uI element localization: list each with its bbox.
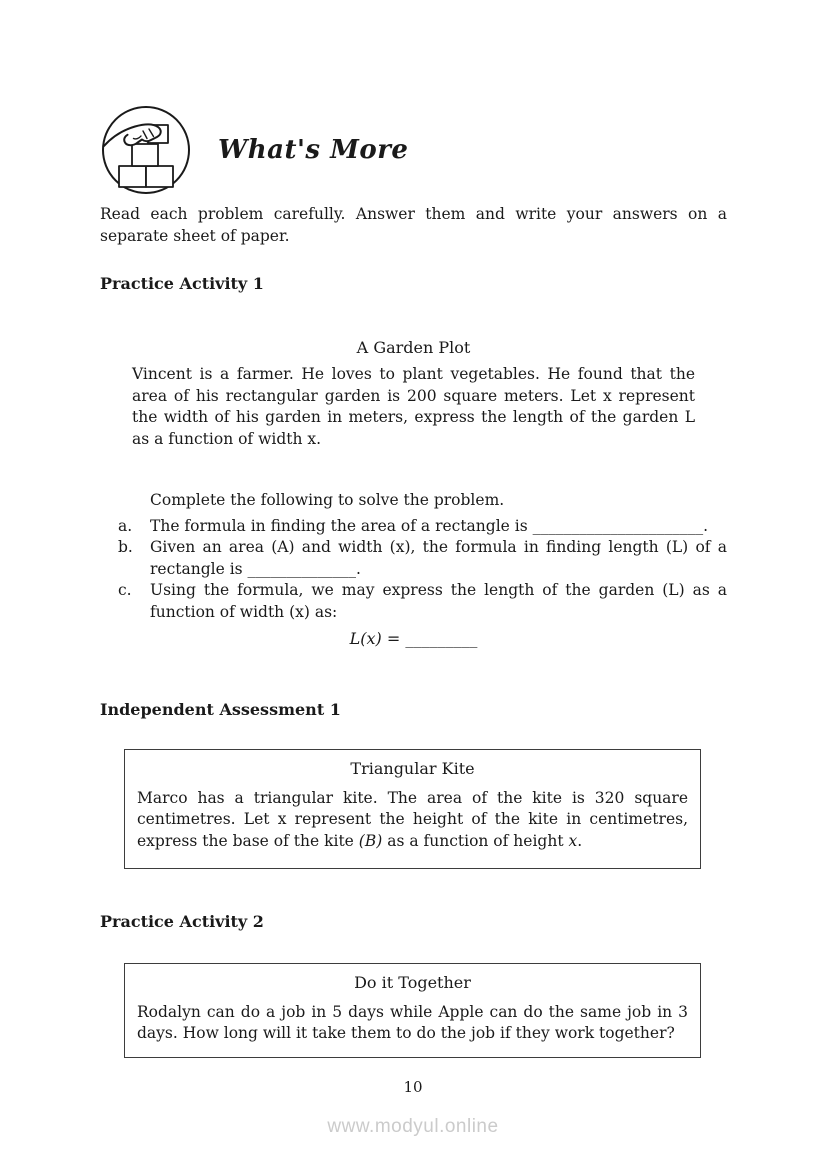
garden-plot-title: A Garden Plot: [356, 337, 471, 357]
list-item: [100, 580, 727, 623]
hand-stacking-blocks-icon: [100, 104, 192, 196]
page-header: [100, 104, 727, 196]
page-number: 10: [403, 1078, 423, 1096]
list-item-text: The formula in finding the area of a rectangle is ______________________.: [150, 516, 709, 535]
list-item: [100, 516, 727, 538]
lettered-list: [100, 516, 727, 624]
heading-practice-activity-2: Practice Activity 2: [100, 912, 264, 931]
list-item-text: Using the formula, we may express the length of the garden (L) as a function of width (x) as:: [150, 581, 727, 621]
garden-plot-problem: Vincent is a farmer. He loves to plant vegetables. He found that the area of his rectangular garden is 200 square meters. Let x represent the width of his garden in meters, express the length of the garden L as a function of width x.: [132, 365, 695, 448]
formula-lhs: L(x) =: [349, 629, 401, 648]
instruction-line: Complete the following to solve the problem.: [150, 491, 505, 509]
kite-text-3: .: [577, 831, 583, 850]
kite-italic-B: (B): [358, 831, 383, 850]
formula-line: [100, 627, 727, 651]
list-marker: c.: [118, 581, 132, 599]
list-marker: b.: [118, 538, 133, 556]
watermark: www.modyul.online: [327, 1116, 499, 1137]
kite-italic-x: x: [568, 831, 578, 850]
kite-box-title: Triangular Kite: [350, 758, 475, 778]
kite-text-1: Marco has a triangular kite. The area of the kite is 320 square centimetres. Let x represent the height of the kite in centimetres, express the base of the kite: [137, 788, 688, 850]
formula-blank: _________: [405, 629, 478, 648]
page-title: What's More: [218, 135, 409, 165]
list-item: [100, 537, 727, 580]
intro-paragraph: Read each problem carefully. Answer them and write your answers on a separate sheet of paper.: [100, 205, 727, 245]
triangular-kite-box: [124, 749, 701, 870]
kite-text-2: as a function of height: [382, 831, 569, 850]
list-marker: a.: [118, 516, 133, 535]
kite-box-text: [137, 788, 688, 853]
do-it-together-box: [124, 963, 701, 1058]
list-item-text: Given an area (A) and width (x), the formula in finding length (L) of a rectangle is ______________.: [150, 538, 727, 578]
heading-practice-activity-1: Practice Activity 1: [100, 274, 264, 293]
do-box-text: Rodalyn can do a job in 5 days while Apple can do the same job in 3 days. How long will it take them to do the job if they work together?: [137, 1002, 688, 1042]
do-box-title: Do it Together: [354, 972, 471, 992]
heading-independent-assessment-1: Independent Assessment 1: [100, 700, 341, 719]
